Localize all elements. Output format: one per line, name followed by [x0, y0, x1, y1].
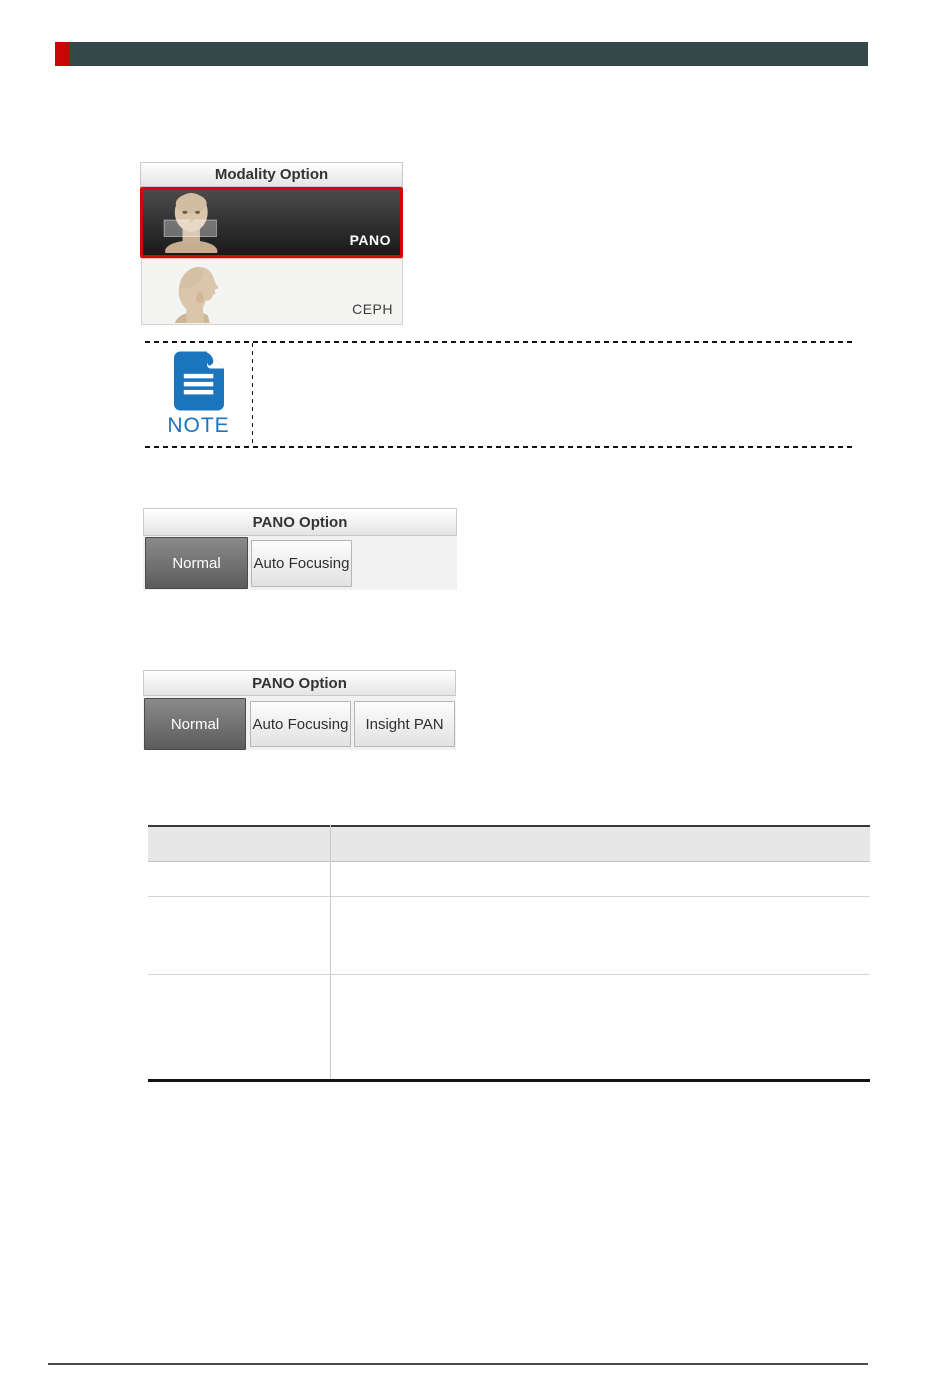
pano-extended-normal-button[interactable]: Normal: [144, 698, 246, 750]
footer-rule: [48, 1363, 868, 1365]
pano-extended-auto-focusing-button[interactable]: Auto Focusing: [250, 701, 351, 747]
ceph-head-image: [152, 261, 248, 323]
section-header-bar: [55, 42, 868, 66]
note-icon-cell: [145, 341, 252, 448]
pano-head-image: [151, 191, 247, 253]
table-row: [148, 897, 870, 975]
table-cell: [330, 863, 870, 896]
table-header-row: [148, 827, 870, 862]
table-header-cell: [330, 827, 870, 861]
note-document-icon: [174, 351, 224, 411]
table-bottom-border: [148, 1079, 870, 1082]
pano-basic-normal-button[interactable]: Normal: [145, 537, 248, 589]
modality-option-panel: [140, 162, 403, 325]
pano-basic-auto-focusing-button[interactable]: Auto Focusing: [251, 540, 352, 587]
pano-option-panel-extended: [143, 670, 456, 750]
note-box: [145, 341, 854, 448]
table-cell: [330, 897, 870, 974]
table-cell: [330, 975, 870, 1079]
modality-pano-button[interactable]: [140, 187, 403, 258]
table-column-divider: [330, 825, 331, 1079]
table-header-cell: [148, 827, 330, 861]
modality-option-title: Modality Option: [140, 162, 403, 187]
table-row: [148, 975, 870, 1079]
options-table: [148, 825, 870, 1082]
table-cell: [148, 897, 330, 974]
note-content: [253, 343, 854, 446]
modality-pano-label: PANO: [349, 232, 391, 248]
note-label: NOTE: [167, 414, 230, 437]
pano-extended-insight-pan-button[interactable]: Insight PAN: [354, 701, 455, 747]
modality-ceph-button[interactable]: [141, 258, 403, 325]
table-row: [148, 863, 870, 897]
section-header-accent: [55, 42, 70, 66]
pano-option-panel-basic: [143, 508, 457, 590]
table-cell: [148, 863, 330, 896]
table-cell: [148, 975, 330, 1079]
modality-ceph-label: CEPH: [352, 301, 393, 317]
pano-option-basic-title: PANO Option: [143, 508, 457, 536]
pano-option-extended-title: PANO Option: [143, 670, 456, 696]
